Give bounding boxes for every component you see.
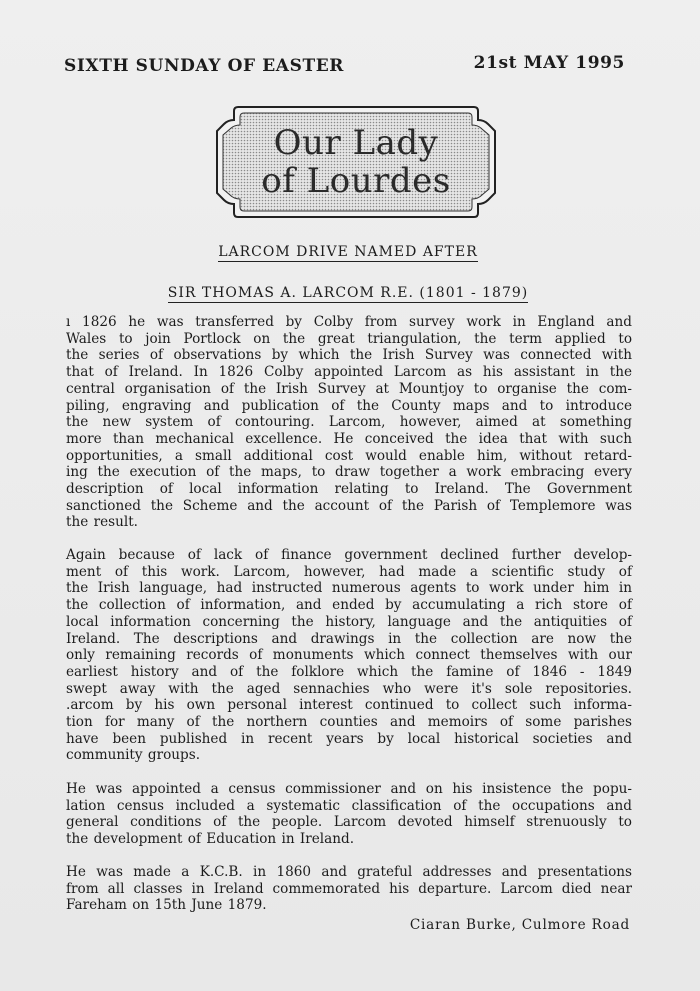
logo-line-1: Our Lady [273, 123, 439, 163]
text-line: more than mechanical excellence. He conceived the idea that with such [66, 430, 632, 447]
text-line: Fareham on 15th June 1879. [66, 897, 267, 914]
text-line: Again because of lack of finance government declined further develop- [66, 547, 632, 563]
text-line: the new system of contouring. Larcom, however, aimed at something [66, 414, 632, 431]
text-line: sanctioned the Scheme and the account of the Parish of Templemore was [66, 497, 632, 514]
parish-logo [216, 106, 496, 218]
text-line: community groups. [66, 747, 201, 764]
issue-date: 21st MAY 1995 [473, 53, 625, 73]
text-line: the Irish language, had instructed numerous agents to work under him in [66, 580, 632, 597]
paragraph-4 [66, 864, 632, 914]
paragraph-1 [66, 314, 632, 531]
text-line: earliest history and of the folklore which the famine of 1846 - 1849 [66, 663, 632, 680]
text-line: ment of this work. Larcom, however, had made a scientific study of [66, 563, 632, 580]
liturgical-date: SIXTH SUNDAY OF EASTER [64, 56, 344, 76]
paragraph-3 [66, 781, 632, 848]
text-line: lation census included a systematic classification of the occupations and [66, 797, 632, 814]
text-line: .arcom by his own personal interest continued to collect such informa- [66, 697, 632, 714]
text-line: He was made a K.C.B. in 1860 and grateful addresses and presentations [66, 864, 632, 880]
text-line: have been published in recent years by local historical societies and [66, 730, 632, 747]
text-line: general conditions of the people. Larcom devoted himself strenuously to [66, 814, 632, 831]
text-line: description of local information relating to Ireland. The Government [66, 481, 632, 498]
author-signature: Ciaran Burke, Culmore Road [409, 917, 630, 933]
text-line: the collection of information, and ended by accumulating a rich store of [66, 597, 632, 614]
logo-text [216, 106, 496, 218]
text-line: the series of observations by which the Irish Survey was connected with [66, 347, 632, 364]
text-line: from all classes in Ireland commemorated his departure. Larcom died near [66, 880, 632, 897]
article-subheading [0, 285, 700, 301]
text-line: the result. [66, 514, 138, 531]
article-heading [0, 244, 700, 260]
article-heading-text: LARCOM DRIVE NAMED AFTER [218, 244, 478, 260]
text-line: central organisation of the Irish Survey at Mountjoy to organise the com- [66, 380, 632, 397]
text-line: Wales to join Portlock on the great triangulation, the term applied to [66, 330, 632, 347]
text-line: piling, engraving and publication of the County maps and to introduce [66, 397, 632, 414]
text-line: Ireland. The descriptions and drawings in the collection are now the [66, 630, 632, 647]
text-line: opportunities, a small additional cost would enable him, without retard- [66, 447, 632, 464]
text-line: only remaining records of monuments which connect themselves with our [66, 647, 632, 664]
text-line: tion for many of the northern counties and memoirs of some parishes [66, 714, 632, 731]
text-line: local information concerning the history, language and the antiquities of [66, 613, 632, 630]
text-line: He was appointed a census commissioner and on his insistence the popu- [66, 781, 632, 797]
text-line: ing the execution of the maps, to draw together a work embracing every [66, 464, 632, 481]
logo-line-2: of Lourdes [261, 161, 451, 201]
article-subheading-text: SIR THOMAS A. LARCOM R.E. (1801 - 1879) [167, 285, 529, 301]
text-line: the development of Education in Ireland. [66, 831, 355, 848]
text-line: that of Ireland. In 1826 Colby appointed Larcom as his assistant in the [66, 364, 632, 381]
paragraph-2 [66, 547, 632, 764]
text-line: ı 1826 he was transferred by Colby from survey work in England and [66, 314, 632, 330]
text-line: swept away with the aged sennachies who were it's sole repositories. [66, 680, 632, 697]
